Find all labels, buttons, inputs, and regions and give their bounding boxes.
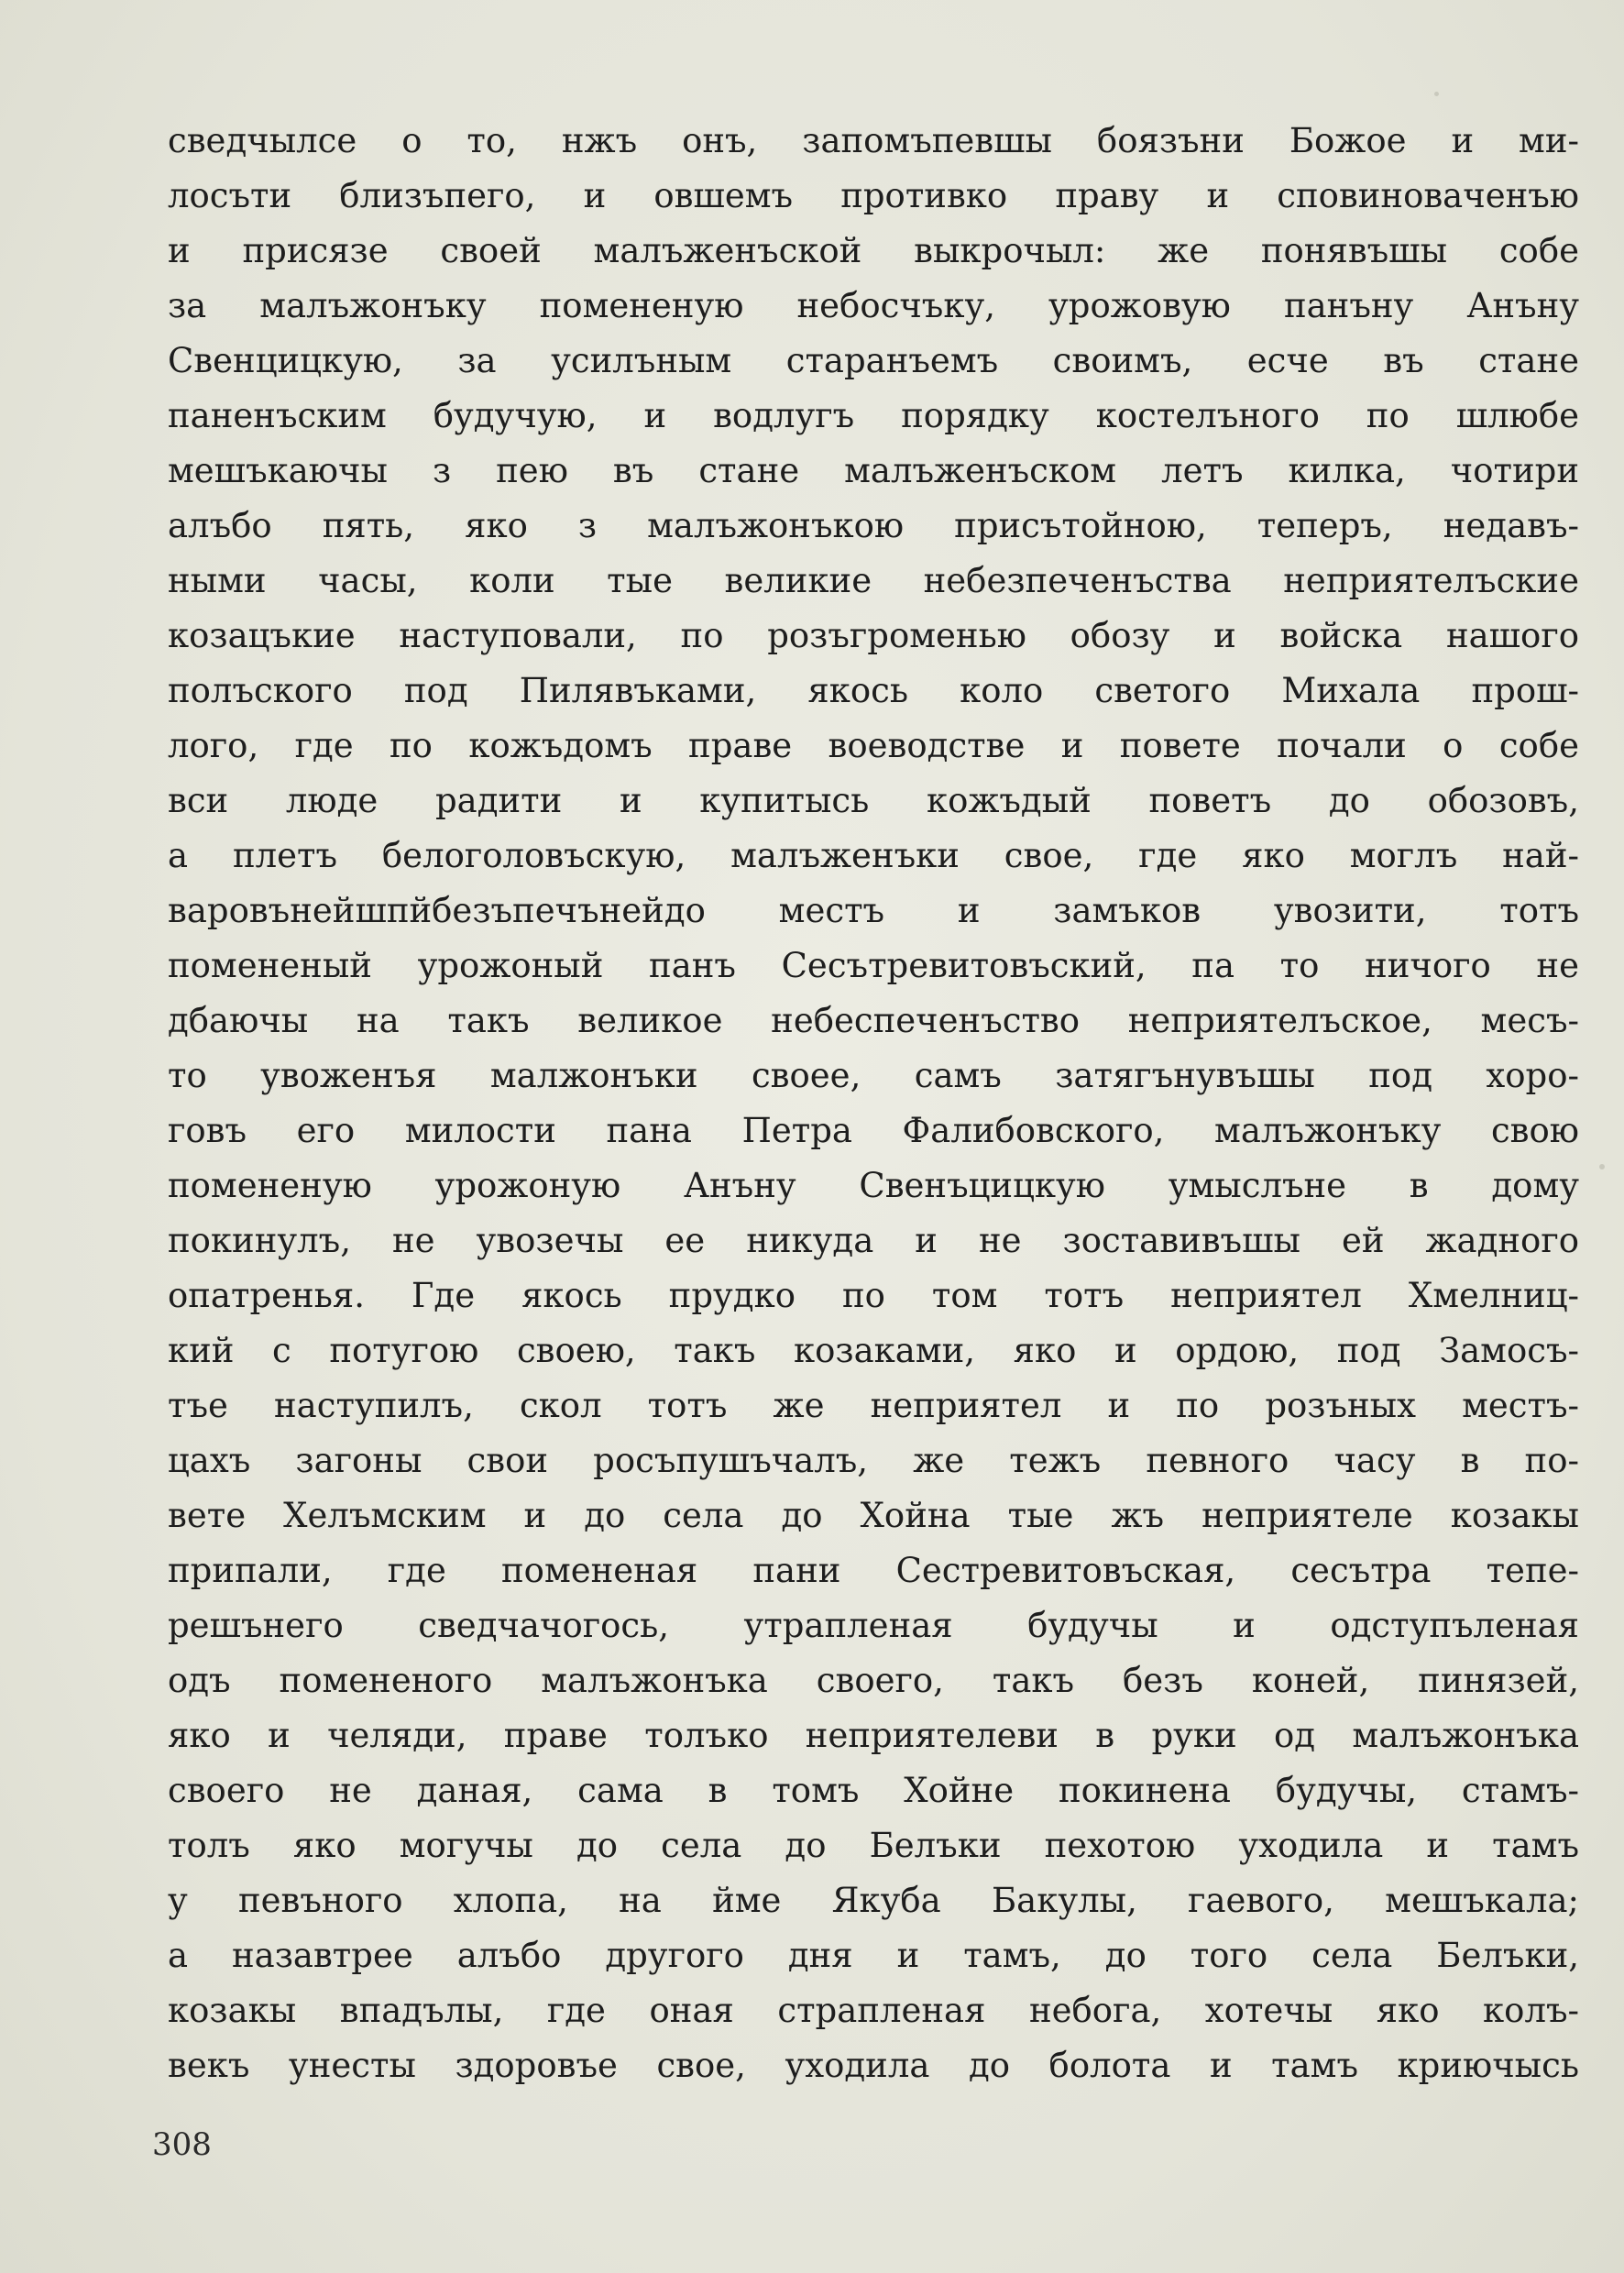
text-line: а плетъ белоголовъскую, малъженъки свое, где яко моглъ най-: [168, 836, 1579, 875]
text-line: козацъкие наступовали, по розъгроменью обозу и войска нашого: [168, 616, 1579, 655]
text-line: козакы впадълы, где оная страпленая небога, хотечы яко колъ-: [168, 1991, 1579, 2030]
text-line: покинулъ, не увозечы ее никуда и не зоставивъшы ей жадного: [168, 1221, 1579, 1260]
text-line: кий с потугою своею, такъ козаками, яко и ордою, под Замосъ-: [168, 1331, 1579, 1370]
text-line: лого, где по кожъдомъ праве воеводстве и повете почали о собе: [168, 726, 1579, 765]
text-line: векъ унесты здоровъе свое, уходила до болота и тамъ криючысь: [168, 2046, 1579, 2085]
text-line: цахъ загоны свои росъпушъчалъ, же тежъ певного часу в по-: [168, 1441, 1579, 1480]
text-line: варовънейшпйбезъпечънейдо местъ и замъков увозити, тотъ: [168, 891, 1579, 930]
text-line: паненъским будучую, и водлугъ порядку костелъного по шлюбе: [168, 396, 1579, 435]
text-line: у певъного хлопа, на йме Якуба Бакулы, гаевого, мешъкала;: [168, 1881, 1579, 1920]
text-line: дбаючы на такъ великое небеспеченъство неприятелъское, месъ-: [168, 1001, 1579, 1040]
text-line: помененую урожоную Анъну Свенъцицкую умыслъне в дому: [168, 1166, 1579, 1205]
text-line: сведчылсе о то, нжъ онъ, запомъпевшы боязъни Божое и ми-: [168, 121, 1579, 160]
text-line: мешъкаючы з пею въ стане малъженъском летъ килка, чотири: [168, 451, 1579, 490]
text-line: толъ яко могучы до села до Белъки пехотою уходила и тамъ: [168, 1826, 1579, 1865]
text-line: решънего сведчачогось, утрапленая будучы и одступъленая: [168, 1606, 1579, 1645]
text-line: а назавтрее алъбо другого дня и тамъ, до того села Белъки,: [168, 1936, 1579, 1975]
text-line: лосъти близъпего, и овшемъ противко праву и сповиноваченъю: [168, 176, 1579, 215]
text-line: помененый урожоный панъ Сесътревитовъский, па то ничого не: [168, 946, 1579, 985]
paper-speck: [1599, 1164, 1605, 1169]
text-line: говъ его милости пана Петра Фалибовского, малъжонъку свою: [168, 1111, 1579, 1150]
text-line: тъе наступилъ, скол тотъ же неприятел и по розъных местъ-: [168, 1386, 1579, 1425]
text-line: алъбо пять, яко з малъжонъкою присътойною, теперъ, недавъ-: [168, 506, 1579, 545]
text-line: ными часы, коли тые великие небезпеченъства неприятелъские: [168, 561, 1579, 600]
text-line: за малъжонъку помененую небосчъку, урожовую панъну Анъну: [168, 286, 1579, 325]
text-line: вете Хелъмским и до села до Хойна тые жъ неприятеле козакы: [168, 1496, 1579, 1535]
paper-speck: [1434, 92, 1439, 96]
text-line: опатренья. Где якось прудко по том тотъ неприятел Хмелниц-: [168, 1276, 1579, 1315]
text-line: Свенцицкую, за усилъным старанъемъ своимъ, есче въ стане: [168, 341, 1579, 380]
page-number: 308: [152, 2126, 212, 2163]
text-line: своего не даная, сама в томъ Хойне покинена будучы, стамъ-: [168, 1771, 1579, 1810]
text-line: и присязе своей малъженъской выкрочыл: же понявъшы собе: [168, 231, 1579, 270]
text-line: яко и челяди, праве толъко неприятелеви в руки од малъжонъка: [168, 1716, 1579, 1755]
text-line: полъского под Пилявъками, якось коло светого Михала прош-: [168, 671, 1579, 710]
text-line: то увоженъя малжонъки своее, самъ затягънувъшы под хоро-: [168, 1056, 1579, 1095]
text-line: одъ помененого малъжонъка своего, такъ безъ коней, пинязей,: [168, 1661, 1579, 1700]
text-line: вси люде радити и купитысь кожъдый поветъ до обозовъ,: [168, 781, 1579, 820]
text-line: припали, где помененая пани Сестревитовъская, сесътра тепе-: [168, 1551, 1579, 1590]
body-text: [168, 114, 1579, 2093]
